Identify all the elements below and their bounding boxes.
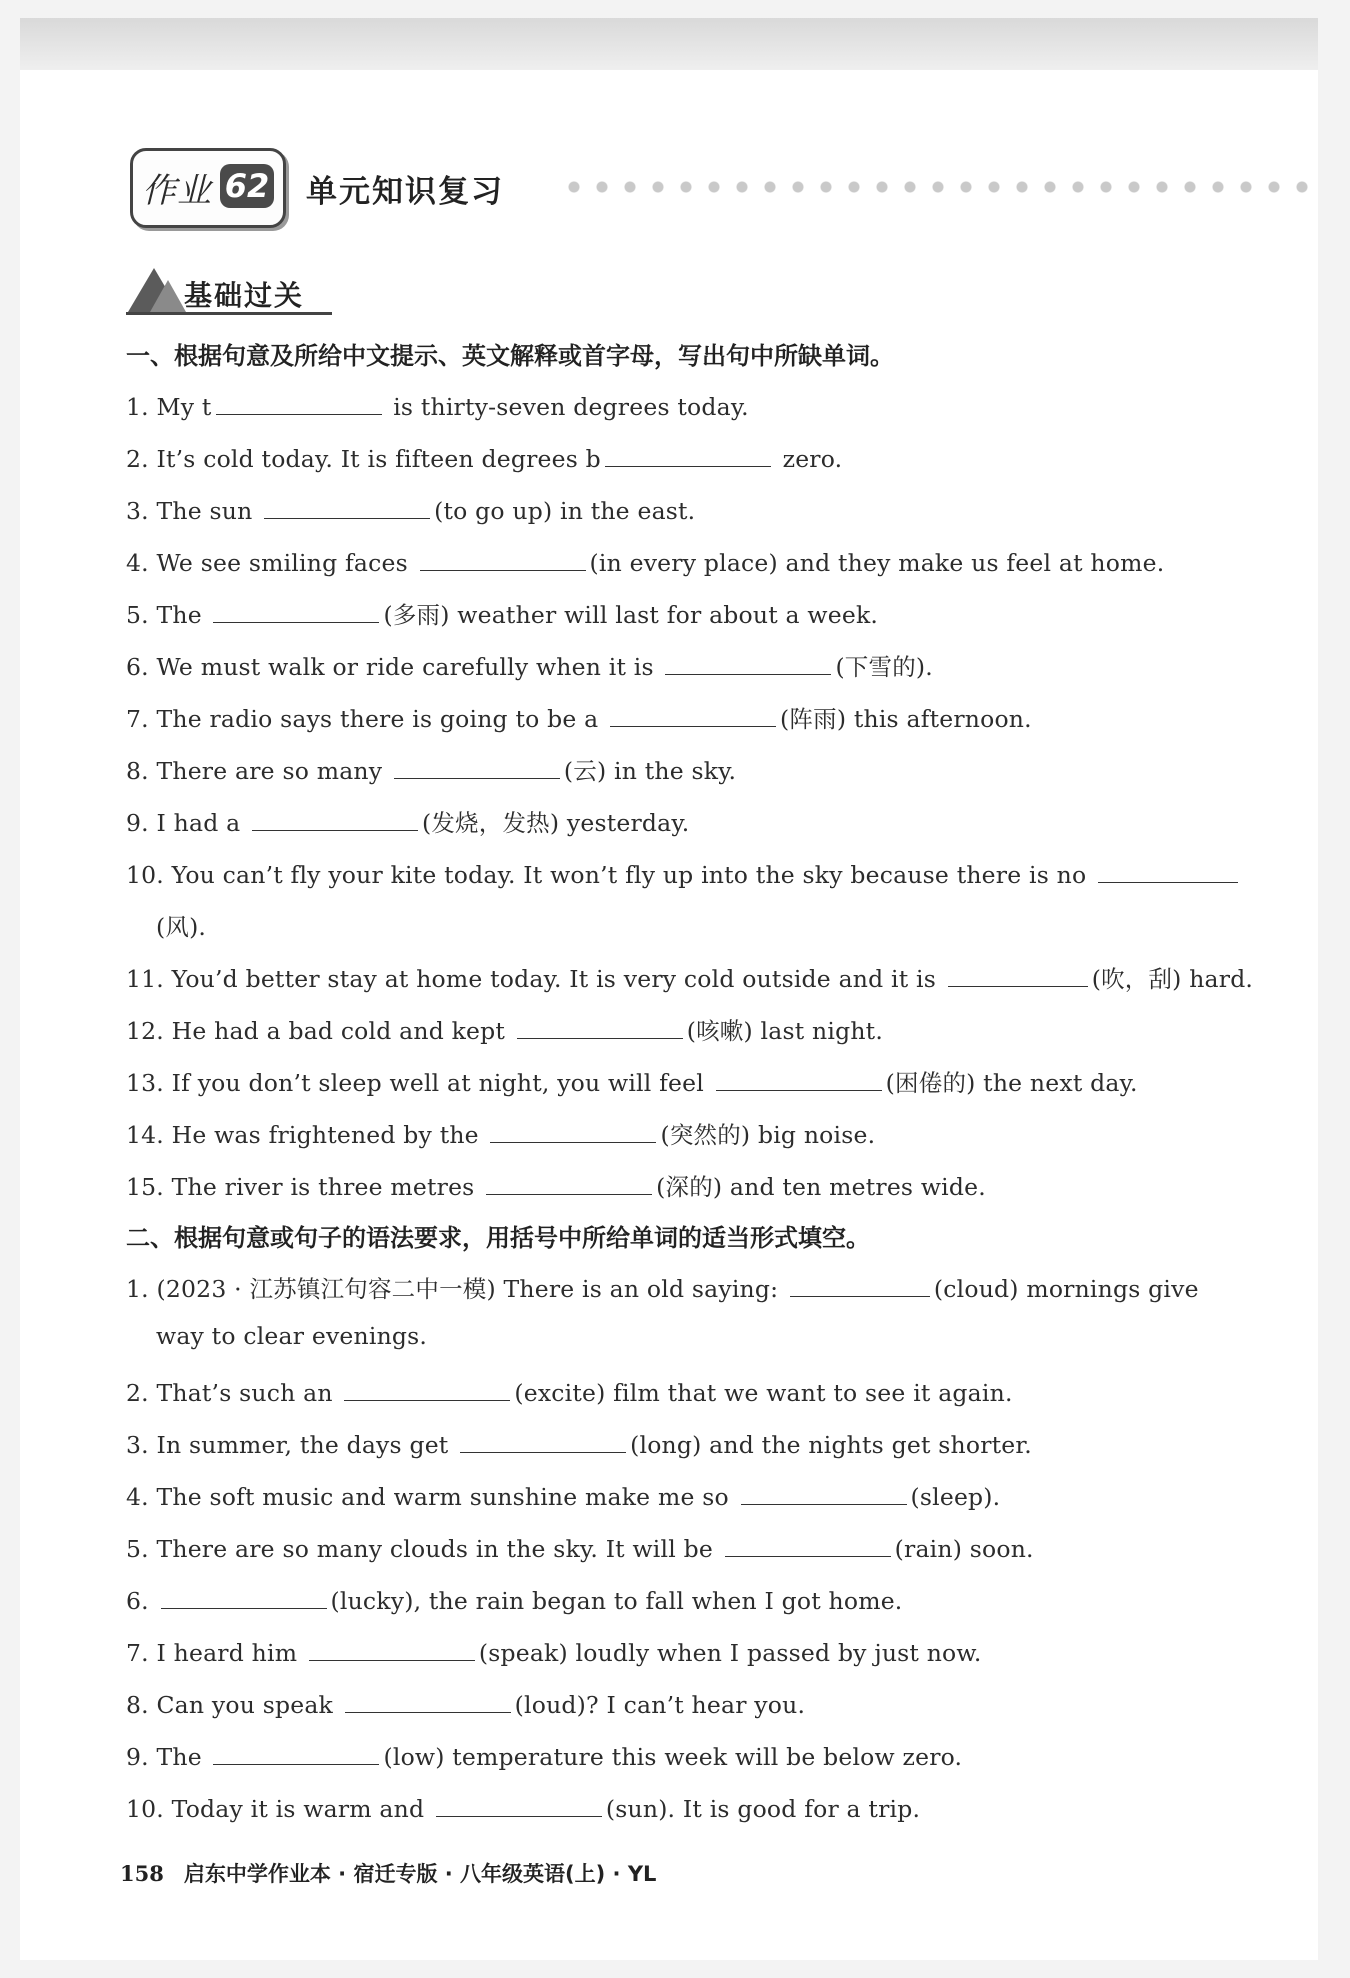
item-text: (in every place) and they make us feel at home. xyxy=(589,549,1165,577)
part1-item-continued: (风). xyxy=(156,913,207,941)
dotted-divider xyxy=(560,180,1320,194)
part1-item xyxy=(126,388,749,421)
answer-blank[interactable] xyxy=(345,1686,511,1713)
item-text: 9. The xyxy=(126,1743,210,1771)
unit-title: 单元知识复习 xyxy=(306,174,504,210)
item-text: (to go up) in the east. xyxy=(434,497,696,525)
part2-item xyxy=(126,1270,1199,1304)
answer-blank[interactable] xyxy=(725,1530,891,1557)
item-text: 5. There are so many clouds in the sky. It will be xyxy=(126,1535,721,1563)
item-text: (cloud) mornings give xyxy=(933,1275,1199,1303)
item-text: 11. You’d better stay at home today. It is very cold outside and it is xyxy=(126,965,944,993)
book-title: 启东中学作业本 · 宿迁专版 · 八年级英语(上) · YL xyxy=(183,1862,657,1886)
item-text: (loud)? I can’t hear you. xyxy=(514,1691,806,1719)
answer-blank[interactable] xyxy=(460,1426,626,1453)
answer-blank[interactable] xyxy=(665,648,831,675)
item-text: (阵雨) this afternoon. xyxy=(780,705,1032,733)
answer-blank[interactable] xyxy=(790,1270,930,1297)
part1-item xyxy=(126,544,1164,577)
item-text: 3. The sun xyxy=(126,497,261,525)
item-text: 2. That’s such an xyxy=(126,1379,341,1407)
homework-label: 作业 xyxy=(142,171,212,211)
part2-item xyxy=(126,1686,805,1719)
part1-item xyxy=(126,856,1242,889)
mountain-icon-inner xyxy=(150,280,186,312)
answer-blank[interactable] xyxy=(394,752,560,779)
answer-blank[interactable] xyxy=(309,1634,475,1661)
item-text: 8. Can you speak xyxy=(126,1691,341,1719)
part2-instruction: 二、根据句意或句子的语法要求，用括号中所给单词的适当形式填空。 xyxy=(126,1224,870,1252)
item-text: (lucky), the rain began to fall when I got home. xyxy=(330,1587,903,1615)
page-number: 158 xyxy=(120,1861,164,1886)
item-text: 9. I had a xyxy=(126,809,248,837)
answer-blank[interactable] xyxy=(213,1738,379,1765)
item-text: (咳嗽) last night. xyxy=(686,1017,883,1045)
item-text: (下雪的). xyxy=(835,653,933,681)
item-text: zero. xyxy=(774,445,843,473)
answer-blank[interactable] xyxy=(264,492,430,519)
part1-item xyxy=(126,648,933,682)
part2-item-continued: way to clear evenings. xyxy=(156,1322,428,1350)
item-text: (low) temperature this week will be below zero. xyxy=(383,1743,963,1771)
item-text: (excite) film that we want to see it again. xyxy=(514,1379,1013,1407)
part1-item xyxy=(126,596,878,630)
answer-blank[interactable] xyxy=(490,1116,656,1143)
part2-item xyxy=(126,1790,920,1823)
part1-item xyxy=(126,1064,1138,1098)
item-text: (发烧，发热) yesterday. xyxy=(421,809,690,837)
part1-item xyxy=(126,700,1032,734)
answer-blank[interactable] xyxy=(1098,856,1238,883)
answer-blank[interactable] xyxy=(486,1168,652,1195)
answer-blank[interactable] xyxy=(344,1374,510,1401)
answer-blank[interactable] xyxy=(716,1064,882,1091)
scan-top-band xyxy=(20,18,1318,70)
item-text: (深的) and ten metres wide. xyxy=(656,1173,986,1201)
part1-item xyxy=(126,804,689,838)
section-label: 基础过关 xyxy=(184,279,305,312)
item-text: (吹，刮) hard. xyxy=(1091,965,1254,993)
part2-item xyxy=(126,1374,1013,1407)
item-text: 4. The soft music and warm sunshine make me so xyxy=(126,1483,737,1511)
answer-blank[interactable] xyxy=(610,700,776,727)
item-text: (困倦的) the next day. xyxy=(885,1069,1138,1097)
answer-blank[interactable] xyxy=(605,440,771,467)
part2-item xyxy=(126,1738,962,1771)
part1-item xyxy=(126,1116,875,1150)
part1-item xyxy=(126,752,736,786)
part2-item xyxy=(126,1634,982,1667)
section-underline xyxy=(126,312,332,315)
item-text: 13. If you don’t sleep well at night, you will feel xyxy=(126,1069,712,1097)
item-text: (云) in the sky. xyxy=(563,757,737,785)
item-text: (突然的) big noise. xyxy=(660,1121,876,1149)
item-text: 5. The xyxy=(126,601,210,629)
answer-blank[interactable] xyxy=(252,804,418,831)
answer-blank[interactable] xyxy=(213,596,379,623)
item-text: 8. There are so many xyxy=(126,757,390,785)
item-text: (sleep). xyxy=(910,1483,1001,1511)
part1-item xyxy=(126,492,695,525)
answer-blank[interactable] xyxy=(420,544,586,571)
item-text: (多雨) weather will last for about a week. xyxy=(383,601,879,629)
answer-blank[interactable] xyxy=(517,1012,683,1039)
page-footer xyxy=(120,1858,656,1888)
item-text: 15. The river is three metres xyxy=(126,1173,483,1201)
part1-item xyxy=(126,1012,883,1046)
item-text: (rain) soon. xyxy=(894,1535,1034,1563)
answer-blank[interactable] xyxy=(948,960,1088,987)
answer-blank[interactable] xyxy=(436,1790,602,1817)
item-text: 6. We must walk or ride carefully when it is xyxy=(126,653,662,681)
item-text: (speak) loudly when I passed by just now. xyxy=(478,1639,982,1667)
item-text: is thirty-seven degrees today. xyxy=(385,393,749,421)
item-text: (long) and the nights get shorter. xyxy=(630,1431,1032,1459)
part1-item xyxy=(126,960,1253,994)
part2-item xyxy=(126,1530,1034,1563)
item-text: 4. We see smiling faces xyxy=(126,549,416,577)
item-text: 2. It’s cold today. It is fifteen degrees b xyxy=(126,445,601,473)
item-text: 6. xyxy=(126,1587,157,1615)
part1-instruction: 一、根据句意及所给中文提示、英文解释或首字母，写出句中所缺单词。 xyxy=(126,342,894,370)
part2-item xyxy=(126,1426,1032,1459)
part2-item xyxy=(126,1582,902,1615)
answer-blank[interactable] xyxy=(216,388,382,415)
item-text: 10. You can’t fly your kite today. It won’t fly up into the sky because there is no xyxy=(126,861,1094,889)
item-text: 14. He was frightened by the xyxy=(126,1121,487,1149)
homework-number: 62 xyxy=(220,164,274,208)
part2-item xyxy=(126,1478,1000,1511)
item-text: 3. In summer, the days get xyxy=(126,1431,457,1459)
item-text: 7. The radio says there is going to be a xyxy=(126,705,607,733)
part1-item xyxy=(126,440,842,473)
item-text: 10. Today it is warm and xyxy=(126,1795,432,1823)
answer-blank[interactable] xyxy=(741,1478,907,1505)
item-text: 7. I heard him xyxy=(126,1639,305,1667)
answer-blank[interactable] xyxy=(161,1582,327,1609)
item-text: 12. He had a bad cold and kept xyxy=(126,1017,513,1045)
item-text: (sun). It is good for a trip. xyxy=(605,1795,921,1823)
item-text: 1. (2023 · 江苏镇江句容二中一模) There is an old saying: xyxy=(126,1275,786,1303)
item-text: 1. My t xyxy=(126,393,212,421)
part1-item xyxy=(126,1168,986,1202)
